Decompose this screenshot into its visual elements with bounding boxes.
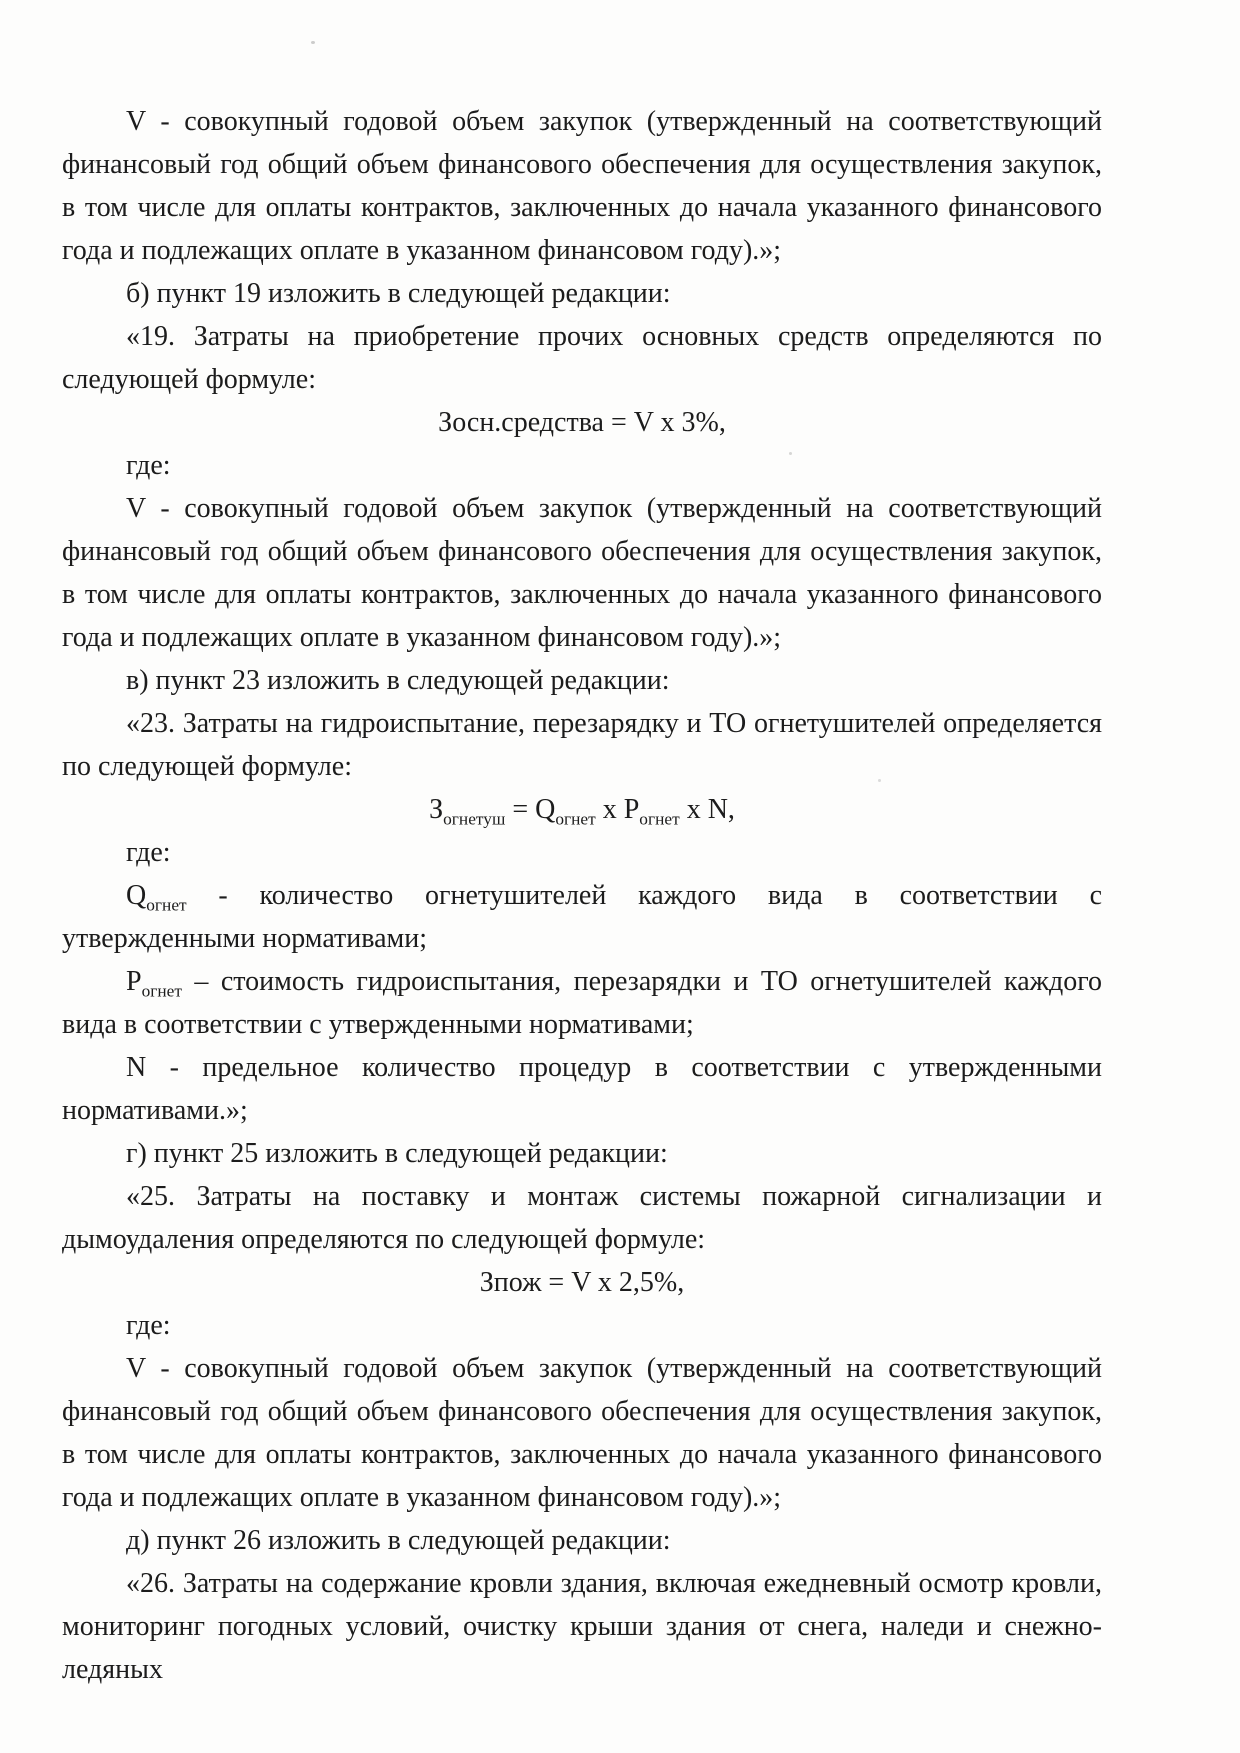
term-description: – стоимость гидроиспытания, перезарядки и ТО огнетушителей каждого вида в соответствии с утвержденными нормативами; (62, 966, 1102, 1040)
formula-pozh: Зпож = V х 2,5%, (479, 1267, 685, 1298)
term-description: - количество огнетушителей каждого вида в соответствии с утвержденными нормативами; (62, 880, 1102, 954)
paragraph-gde-3: где: (126, 1310, 171, 1341)
paragraph-p-ognet-definition (62, 960, 1102, 1046)
paragraph-item-v: в) пункт 23 изложить в следующей редакции: (126, 665, 670, 696)
paragraph-gde-2: где: (126, 837, 171, 868)
paragraph-gde-1: где: (126, 450, 171, 481)
paragraph-item-g: г) пункт 25 изложить в следующей редакции: (126, 1138, 668, 1169)
formula-subscript: огнетуш (443, 809, 506, 829)
formula-osn-sredstva: Зосн.средства = V х 3%, (438, 407, 726, 438)
formula-ognetush (62, 788, 1102, 831)
term-symbol: Q (126, 880, 147, 911)
term-subscript: огнет (141, 981, 182, 1001)
formula-term: х Р (595, 794, 640, 825)
formula-term: = Q (505, 794, 556, 825)
paragraph-point-26: «26. Затраты на содержание кровли здания, включая ежедневный осмотр кровли, мониторинг погодных условий, очистку крыши здания от снега, наледи и снежно-ледяных (62, 1568, 1102, 1685)
scan-speck (311, 41, 315, 44)
formula-term: х N, (679, 794, 735, 825)
formula-subscript: огнет (555, 809, 596, 829)
scan-speck (94, 160, 97, 163)
paragraph-point-19: «19. Затраты на приобретение прочих основных средств определяются по следующей формуле: (62, 321, 1102, 395)
paragraph-item-d: д) пункт 26 изложить в следующей редакции: (126, 1525, 671, 1556)
paragraph-point-23: «23. Затраты на гидроиспытание, перезарядку и ТО огнетушителей определяется по следующей формуле: (62, 708, 1102, 782)
formula-subscript: огнет (639, 809, 680, 829)
paragraph-item-b: б) пункт 19 изложить в следующей редакции: (126, 278, 671, 309)
paragraph-v-definition-2: V - совокупный годовой объем закупок (утвержденный на соответствующий финансовый год общий объем финансового обеспечения для осуществления закупок, в том числе для оплаты контрактов, заключенных до начала указанного финансового года и подлежащих оплате в указанном финансовом году).»; (62, 493, 1102, 653)
scan-speck (878, 779, 881, 782)
term-symbol: Р (126, 966, 142, 997)
scan-speck (789, 452, 792, 455)
formula-term: З (429, 794, 444, 825)
paragraph-q-ognet-definition (62, 874, 1102, 960)
term-subscript: огнет (146, 895, 187, 915)
paragraph-v-definition-1: V - совокупный годовой объем закупок (утвержденный на соответствующий финансовый год общий объем финансового обеспечения для осуществления закупок, в том числе для оплаты контрактов, заключенных до начала указанного финансового года и подлежащих оплате в указанном финансовом году).»; (62, 106, 1102, 266)
paragraph-n-definition: N - предельное количество процедур в соответствии с утвержденными нормативами.»; (62, 1052, 1102, 1126)
paragraph-point-25: «25. Затраты на поставку и монтаж системы пожарной сигнализации и дымоудаления определяются по следующей формуле: (62, 1181, 1102, 1255)
paragraph-v-definition-3: V - совокупный годовой объем закупок (утвержденный на соответствующий финансовый год общий объем финансового обеспечения для осуществления закупок, в том числе для оплаты контрактов, заключенных до начала указанного финансового года и подлежащих оплате в указанном финансовом году).»; (62, 1353, 1102, 1513)
